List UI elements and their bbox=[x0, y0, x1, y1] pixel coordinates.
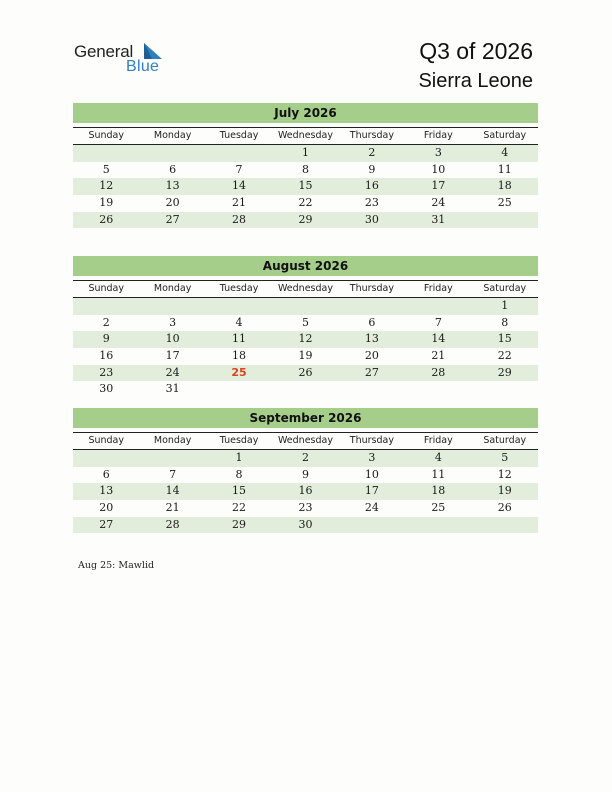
weekday-label: Monday bbox=[153, 283, 192, 294]
week-row bbox=[73, 315, 538, 332]
weekday-header-row bbox=[73, 280, 538, 298]
day-cell bbox=[472, 381, 538, 398]
day-cell: 8 bbox=[301, 162, 309, 176]
day-cell: 23 bbox=[99, 365, 114, 379]
week-row bbox=[73, 298, 538, 315]
day-cell: 19 bbox=[497, 484, 512, 498]
day-cell: 29 bbox=[298, 212, 313, 226]
day-cell: 13 bbox=[99, 484, 114, 498]
day-cell bbox=[206, 298, 272, 315]
day-cell bbox=[472, 212, 538, 229]
generalblue-logo bbox=[74, 42, 174, 78]
week-row bbox=[73, 483, 538, 500]
day-cell bbox=[405, 517, 471, 534]
day-cell: 15 bbox=[497, 332, 512, 346]
day-cell: 29 bbox=[497, 365, 512, 379]
day-cell: 24 bbox=[364, 501, 379, 515]
day-cell: 20 bbox=[364, 349, 379, 363]
day-cell: 30 bbox=[99, 382, 114, 396]
day-cell: 17 bbox=[431, 179, 446, 193]
day-cell: 11 bbox=[431, 467, 446, 481]
day-cell: 15 bbox=[232, 484, 247, 498]
day-cell: 17 bbox=[165, 349, 180, 363]
day-cell: 10 bbox=[364, 467, 379, 481]
week-row bbox=[73, 145, 538, 162]
holiday-note: Aug 25: Mawlid bbox=[78, 560, 155, 571]
day-cell: 31 bbox=[165, 382, 180, 396]
weekday-label: Friday bbox=[423, 435, 453, 446]
week-row bbox=[73, 450, 538, 467]
day-cell: 8 bbox=[235, 467, 243, 481]
weekday-label: Thursday bbox=[349, 130, 394, 141]
day-cell: 22 bbox=[497, 349, 512, 363]
day-cell: 12 bbox=[497, 467, 512, 481]
day-cell: 24 bbox=[165, 365, 180, 379]
day-cell bbox=[472, 517, 538, 534]
weekday-label: Saturday bbox=[483, 130, 527, 141]
weekday-label: Saturday bbox=[483, 435, 527, 446]
week-row bbox=[73, 517, 538, 534]
day-cell: 18 bbox=[232, 349, 247, 363]
day-cell bbox=[272, 381, 338, 398]
day-cell: 1 bbox=[301, 146, 309, 159]
day-cell bbox=[206, 145, 272, 162]
day-cell: 7 bbox=[235, 162, 243, 176]
weekday-header-row bbox=[73, 127, 538, 145]
day-cell: 6 bbox=[169, 162, 177, 176]
day-cell: 23 bbox=[364, 196, 379, 210]
day-cell: 21 bbox=[232, 196, 247, 210]
day-cell: 5 bbox=[301, 315, 309, 329]
day-cell: 3 bbox=[434, 146, 442, 159]
day-cell bbox=[339, 298, 405, 315]
day-cell: 2 bbox=[301, 451, 309, 464]
day-cell: 19 bbox=[99, 196, 114, 210]
week-row bbox=[73, 331, 538, 348]
day-cell: 2 bbox=[368, 146, 376, 159]
day-cell: 3 bbox=[169, 315, 177, 329]
weekday-label: Sunday bbox=[88, 435, 124, 446]
day-cell: 16 bbox=[364, 179, 379, 193]
day-cell: 29 bbox=[232, 517, 247, 531]
week-row bbox=[73, 381, 538, 398]
day-cell: 11 bbox=[497, 162, 512, 176]
day-cell: 19 bbox=[298, 349, 313, 363]
day-cell: 9 bbox=[102, 332, 110, 346]
weekday-label: Wednesday bbox=[277, 130, 333, 141]
day-cell: 6 bbox=[102, 467, 110, 481]
day-cell: 23 bbox=[298, 501, 313, 515]
weekday-header-row bbox=[73, 432, 538, 450]
day-cell: 4 bbox=[434, 451, 442, 464]
day-cell: 21 bbox=[431, 349, 446, 363]
week-row bbox=[73, 500, 538, 517]
week-row bbox=[73, 365, 538, 382]
day-cell bbox=[73, 298, 139, 315]
weekday-label: Sunday bbox=[88, 130, 124, 141]
day-cell: 24 bbox=[431, 196, 446, 210]
day-cell bbox=[73, 145, 139, 162]
day-cell: 9 bbox=[301, 467, 309, 481]
day-cell: 28 bbox=[232, 212, 247, 226]
weekday-label: Friday bbox=[423, 283, 453, 294]
day-cell: 4 bbox=[235, 315, 243, 329]
day-cell bbox=[272, 298, 338, 315]
month-july bbox=[73, 103, 538, 228]
day-cell: 17 bbox=[364, 484, 379, 498]
day-cell: 14 bbox=[165, 484, 180, 498]
day-cell: 20 bbox=[165, 196, 180, 210]
week-row bbox=[73, 195, 538, 212]
day-cell bbox=[139, 450, 205, 467]
weekday-label: Thursday bbox=[349, 435, 394, 446]
day-cell: 12 bbox=[298, 332, 313, 346]
weekday-label: Tuesday bbox=[219, 283, 259, 294]
day-cell: 14 bbox=[232, 179, 247, 193]
day-cell: 7 bbox=[169, 467, 177, 481]
day-cell: 9 bbox=[368, 162, 376, 176]
day-cell: 10 bbox=[165, 332, 180, 346]
week-row bbox=[73, 178, 538, 195]
day-cell: 13 bbox=[165, 179, 180, 193]
day-cell: 27 bbox=[165, 212, 180, 226]
day-cell: 27 bbox=[99, 517, 114, 531]
day-cell: 18 bbox=[431, 484, 446, 498]
day-cell: 16 bbox=[298, 484, 313, 498]
day-cell: 21 bbox=[165, 501, 180, 515]
page-title: Q3 of 2026 bbox=[419, 38, 533, 64]
day-cell: 13 bbox=[364, 332, 379, 346]
holiday-day-cell: 25 bbox=[231, 365, 247, 379]
weekday-label: Sunday bbox=[88, 283, 124, 294]
weekday-label: Wednesday bbox=[277, 283, 333, 294]
country-subtitle: Sierra Leone bbox=[418, 70, 533, 92]
month-september bbox=[73, 408, 538, 533]
weekday-label: Tuesday bbox=[219, 130, 259, 141]
day-cell bbox=[206, 381, 272, 398]
day-cell: 12 bbox=[99, 179, 114, 193]
week-row bbox=[73, 467, 538, 484]
day-cell: 8 bbox=[501, 315, 509, 329]
day-cell: 1 bbox=[501, 299, 509, 312]
month-title: August 2026 bbox=[73, 256, 538, 276]
weekday-label: Monday bbox=[153, 435, 192, 446]
month-title: September 2026 bbox=[73, 408, 538, 428]
day-cell bbox=[139, 145, 205, 162]
day-cell: 5 bbox=[501, 451, 509, 464]
day-cell: 25 bbox=[497, 196, 512, 210]
day-cell: 18 bbox=[497, 179, 512, 193]
weekday-label: Saturday bbox=[483, 283, 527, 294]
day-cell: 16 bbox=[99, 349, 114, 363]
day-cell: 20 bbox=[99, 501, 114, 515]
logo-general-text: General bbox=[74, 42, 134, 61]
day-cell: 26 bbox=[99, 212, 114, 226]
day-cell: 2 bbox=[102, 315, 110, 329]
day-cell bbox=[139, 298, 205, 315]
day-cell bbox=[405, 381, 471, 398]
day-cell: 11 bbox=[232, 332, 247, 346]
day-cell: 22 bbox=[298, 196, 313, 210]
week-row bbox=[73, 348, 538, 365]
day-cell: 28 bbox=[165, 517, 180, 531]
day-cell: 5 bbox=[102, 162, 110, 176]
weekday-label: Monday bbox=[153, 130, 192, 141]
day-cell: 6 bbox=[368, 315, 376, 329]
weekday-label: Wednesday bbox=[277, 435, 333, 446]
day-cell: 25 bbox=[431, 501, 446, 515]
day-cell: 3 bbox=[368, 451, 376, 464]
day-cell: 28 bbox=[431, 365, 446, 379]
day-cell: 15 bbox=[298, 179, 313, 193]
month-august bbox=[73, 256, 538, 398]
day-cell bbox=[339, 517, 405, 534]
day-cell: 14 bbox=[431, 332, 446, 346]
day-cell bbox=[339, 381, 405, 398]
day-cell: 1 bbox=[235, 451, 243, 464]
logo-blue-text: Blue bbox=[126, 58, 160, 75]
week-row bbox=[73, 212, 538, 229]
weekday-label: Thursday bbox=[349, 283, 394, 294]
week-row bbox=[73, 162, 538, 179]
day-cell: 7 bbox=[434, 315, 442, 329]
weekday-label: Friday bbox=[423, 130, 453, 141]
day-cell: 10 bbox=[431, 162, 446, 176]
day-cell: 22 bbox=[232, 501, 247, 515]
day-cell bbox=[405, 298, 471, 315]
day-cell: 4 bbox=[501, 146, 509, 159]
month-title: July 2026 bbox=[73, 103, 538, 123]
day-cell: 27 bbox=[364, 365, 379, 379]
day-cell: 26 bbox=[497, 501, 512, 515]
day-cell: 30 bbox=[364, 212, 379, 226]
day-cell: 31 bbox=[431, 212, 446, 226]
weekday-label: Tuesday bbox=[219, 435, 259, 446]
day-cell: 30 bbox=[298, 517, 313, 531]
day-cell: 26 bbox=[298, 365, 313, 379]
day-cell bbox=[73, 450, 139, 467]
